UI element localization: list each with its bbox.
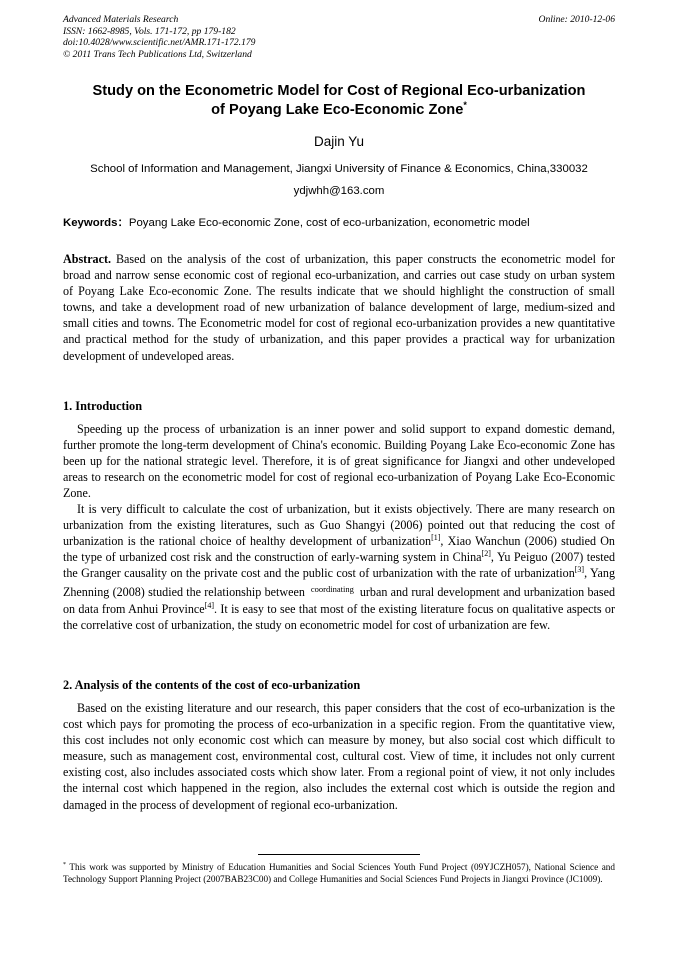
inserted-word: coordinating bbox=[310, 584, 354, 595]
abstract-text: Based on the analysis of the cost of urbanization, this paper constructs the econometric model for broad and narrow sense economic cost of regional eco-urbanization, and carries out case study on urban system of Poyang Lake Eco-economic Zone. The results indicate that we should highlight the construction of small towns, and take a development road of new urbanization of balance development of large, medium-sized and small cities and towns. The Econometric model for cost of regional eco-urbanization provides a new quantitative and practical method for the study of urbanization, and this paper provides a practical way for urbanization development of undeveloped areas. bbox=[63, 252, 615, 363]
keywords bbox=[63, 214, 623, 230]
citation-1[interactable]: [1] bbox=[431, 533, 441, 543]
copyright-line: © 2011 Trans Tech Publications Ltd, Switzerland bbox=[63, 48, 252, 60]
footnote-mark: * bbox=[63, 861, 66, 868]
section-2-heading: 2. Analysis of the contents of the cost of eco-urbanization bbox=[63, 678, 361, 692]
author-name: Dajin Yu bbox=[313, 134, 365, 149]
section-1-heading: 1. Introduction bbox=[63, 399, 143, 413]
affiliation: School of Information and Management, Jiangxi University of Finance & Economics, China,330032 bbox=[90, 163, 588, 175]
footnote-text: This work was supported by Ministry of Education Humanities and Social Sciences Youth Fund Project (09YJCZH057), National Science and Technology Support Planning Project (2007BAB23C00) and College Humanities and Social Sciences Fund Projects in Jiangxi Province (JC1009). bbox=[63, 862, 615, 884]
author-email: ydjwhh@163.com bbox=[293, 185, 385, 197]
affiliation-block bbox=[40, 158, 638, 202]
section-2-paragraph-1: Based on the existing literature and our research, this paper considers that the cost of eco-urbanization is the cost which pays for promoting the process of eco-urbanization in a specific region. From the quantitative view, this cost includes not only economic cost which can measure by money, but also social cost which difficult to measure, such as management cost, environmental cost, cultural cost. View of time, it includes not only current existing cost, also includes associated costs which show later. From a regional point of view, it not only includes the internal cost which happened in the region, also includes the external cost which is outside the region and damaged in the process of development of regional eco-urbanization. bbox=[63, 701, 615, 812]
title-line-1: Study on the Econometric Model for Cost of Regional Eco-urbanization bbox=[92, 83, 586, 99]
paper-title bbox=[40, 82, 638, 120]
keywords-text: Poyang Lake Eco-economic Zone, cost of eco-urbanization, econometric model bbox=[128, 217, 530, 229]
citation-2[interactable]: [2] bbox=[481, 549, 491, 559]
abstract-label: Abstract. bbox=[63, 252, 112, 266]
journal-name: Advanced Materials Research bbox=[63, 14, 179, 25]
section-1-paragraph-1: Speeding up the process of urbanization is an inner power and solid support to expand domestic demand, further promote the long-term development of China's economic. Building Poyang Lake Eco-economic Zone has been up for the national strategic level. Therefore, it is of great significance for Jiangxi and other undeveloped areas to research on the econometric model for cost of regional eco-urbanization of Poyang Lake Eco-Economic Zone. bbox=[63, 422, 615, 501]
issn-line: ISSN: 1662-8985, Vols. 171-172, pp 179-182 bbox=[63, 25, 236, 37]
footnote bbox=[63, 862, 615, 885]
title-footnote-mark: * bbox=[463, 100, 467, 111]
keywords-label: Keywords bbox=[63, 217, 118, 229]
section-1-paragraph-2: It is very difficult to calculate the cost of urbanization, but it exists objectively. There are many research on urbanization from the existing literatures, such as Guo Shangyi (2006) pointed out that reducing the cost of urbanization is the rational choice of healthy development of urbanization[1], Xiao Wanchun (2006) studied On the type of urbanized cost risk and the construction of early-warning system in China[2], Yu Peiguo (2007) tested the Granger causality on the private cost and the public cost of urbanization with the rate of urbanization[3], Yang Zhenning (2008) studied the relationship between $^{coordinating}$ urban and rural development and urbanization based on data from Anhui Province[4]. It is easy to see that most of the existing literature focus on qualitative aspects or the correlative cost of urbanization, the study on econometric model for cost of urbanization are few. bbox=[63, 502, 615, 632]
journal-header bbox=[63, 14, 255, 60]
footnote-divider bbox=[258, 854, 420, 855]
citation-4[interactable]: [4] bbox=[204, 600, 214, 610]
online-date: Online: 2010-12-06 bbox=[538, 14, 615, 25]
doi-line: doi:10.4028/www.scientific.net/AMR.171-172.179 bbox=[63, 37, 256, 49]
citation-3[interactable]: [3] bbox=[574, 565, 585, 575]
title-line-2: of Poyang Lake Eco-Economic Zone* bbox=[211, 100, 467, 118]
abstract bbox=[63, 251, 615, 364]
keywords-separator: ： bbox=[117, 217, 129, 229]
